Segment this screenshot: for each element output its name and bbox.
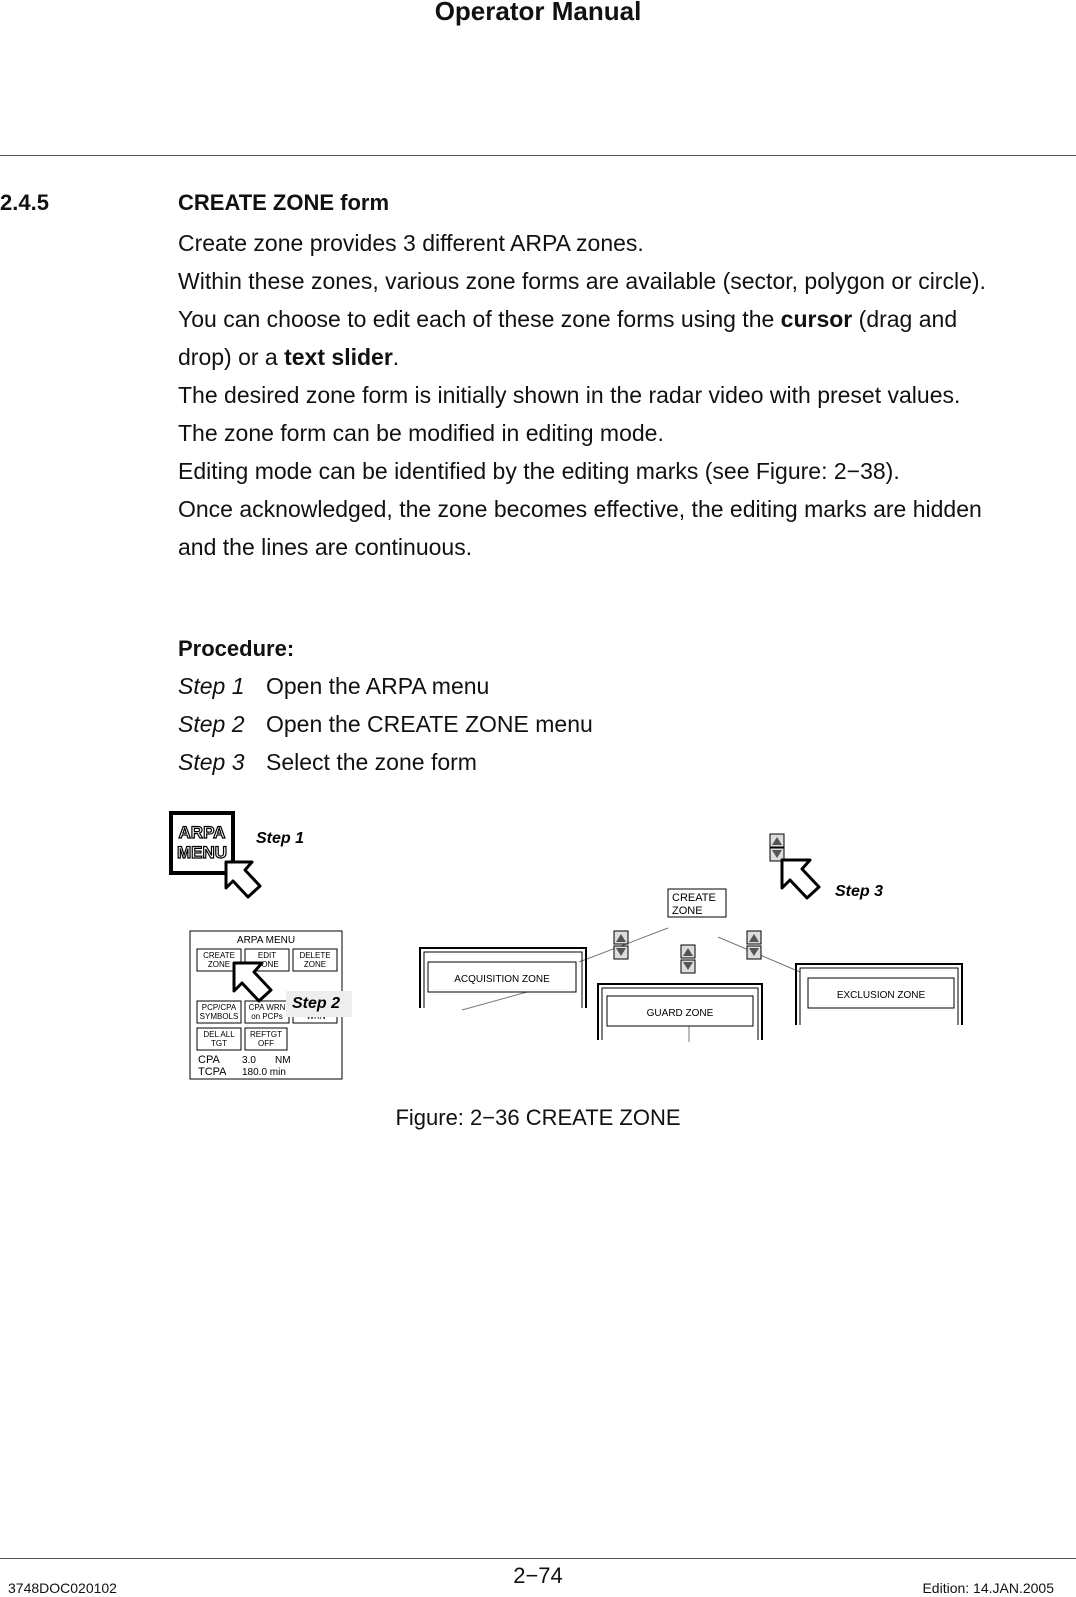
tcpa-label: TCPA (198, 1066, 227, 1078)
svg-text:EXCLUSION ZONE: EXCLUSION ZONE (836, 990, 926, 1001)
acquisition-zone-button[interactable] (428, 962, 576, 992)
svg-text:ZONE: ZONE (672, 905, 703, 917)
cpa-unit: NM (275, 1055, 291, 1066)
svg-text:DELETE: DELETE (299, 951, 331, 960)
footer-doc-id: 3748DOC020102 (8, 1580, 117, 1596)
svg-text:on PCPs: on PCPs (251, 1012, 283, 1021)
header-rule (0, 155, 1076, 156)
cursor-arrow-icon (782, 860, 819, 898)
cursor-term: cursor (780, 306, 853, 332)
slider-arrows-icon[interactable] (614, 931, 628, 959)
svg-text:TGT: TGT (211, 1039, 227, 1048)
page-header-title: Operator Manual (434, 0, 642, 26)
svg-text:OFF: OFF (258, 1039, 274, 1048)
paragraph-line: drop) or a text slider. (178, 344, 400, 370)
exclusion-zone-button[interactable] (808, 978, 954, 1008)
cpa-label: CPA (198, 1054, 220, 1066)
svg-text:CREATE: CREATE (203, 951, 235, 960)
arpa-key-label: ARPA (178, 823, 226, 842)
menu-title: ARPA MENU (236, 935, 296, 946)
reftgt-off-button[interactable] (245, 1028, 287, 1050)
guard-zone-button[interactable] (607, 996, 753, 1026)
arpa-key-label: MENU (176, 843, 228, 862)
svg-text:PCP/CPA: PCP/CPA (201, 1003, 237, 1012)
svg-text:CREATE: CREATE (672, 892, 716, 904)
svg-text:CPA WRN: CPA WRN (248, 1003, 286, 1012)
body-paragraph (178, 224, 1068, 566)
step-label: Step 3 (178, 749, 245, 775)
tcpa-value: 180.0 min (242, 1067, 286, 1078)
step-text: Open the CREATE ZONE menu (266, 711, 593, 737)
paragraph-line: You can choose to edit each of these zone forms using the cursor (drag and (178, 306, 958, 332)
del-all-tgt-button[interactable] (197, 1028, 241, 1050)
slider-arrows-icon[interactable] (681, 945, 695, 973)
svg-text:ZONE: ZONE (303, 960, 327, 969)
paragraph-line: The desired zone form is initially shown in the radar video with preset values. (178, 382, 961, 408)
create-zone-figure (0, 800, 1076, 1100)
svg-text:ACQUISITION ZONE: ACQUISITION ZONE (454, 974, 550, 985)
pcp-cpa-symbols-button[interactable] (197, 1001, 241, 1023)
cpa-wrn-pcps-button[interactable] (245, 1001, 289, 1023)
footer-page-number: 2−74 (513, 1563, 563, 1588)
step2-label: Step 2 (292, 995, 341, 1012)
svg-text:ONE: ONE (261, 960, 279, 969)
footer-edition: Edition: 14.JAN.2005 (922, 1580, 1054, 1596)
paragraph-line: and the lines are continuous. (178, 534, 473, 560)
cpa-value: 3.0 (242, 1055, 256, 1066)
svg-text:SYMBOLS: SYMBOLS (199, 1012, 239, 1021)
cursor-arrow-icon (226, 862, 260, 897)
section-title: CREATE ZONE form (178, 190, 390, 215)
section-number: 2.4.5 (0, 190, 49, 215)
figure-caption: Figure: 2−36 CREATE ZONE (395, 1105, 681, 1130)
create-zone-label (668, 889, 726, 917)
procedure-step (178, 749, 477, 776)
svg-text:ZONE: ZONE (207, 960, 231, 969)
slider-arrows-icon[interactable] (747, 931, 761, 959)
paragraph-line: Once acknowledged, the zone becomes effective, the editing marks are hidden (178, 496, 982, 522)
svg-text:GUARD ZONE: GUARD ZONE (646, 1008, 714, 1019)
paragraph-line: The zone form can be modified in editing mode. (178, 420, 664, 446)
text-slider-term: text slider (284, 344, 393, 370)
procedure-heading: Procedure: (178, 636, 295, 661)
procedure-step (178, 673, 489, 700)
svg-text:EDIT: EDIT (257, 951, 277, 960)
paragraph-line: Create zone provides 3 different ARPA zones. (178, 230, 644, 256)
step-text: Open the ARPA menu (266, 673, 490, 699)
step-text: Select the zone form (266, 749, 477, 775)
paragraph-line: Within these zones, various zone forms are available (sector, polygon or circle). (178, 268, 986, 294)
svg-text:REFTGT: REFTGT (250, 1030, 282, 1039)
paragraph-line: Editing mode can be identified by the editing marks (see Figure: 2−38). (178, 458, 900, 484)
slider-arrows-icon[interactable] (770, 834, 784, 861)
step3-label: Step 3 (835, 883, 884, 900)
step-label: Step 2 (178, 711, 245, 737)
step-label: Step 1 (178, 673, 245, 699)
footer-rule (0, 1558, 1076, 1559)
delete-zone-button[interactable] (293, 949, 337, 971)
svg-text:DEL ALL: DEL ALL (203, 1030, 235, 1039)
procedure-step (178, 711, 593, 738)
arpa-menu-key[interactable] (171, 813, 233, 873)
step1-label: Step 1 (256, 830, 305, 847)
